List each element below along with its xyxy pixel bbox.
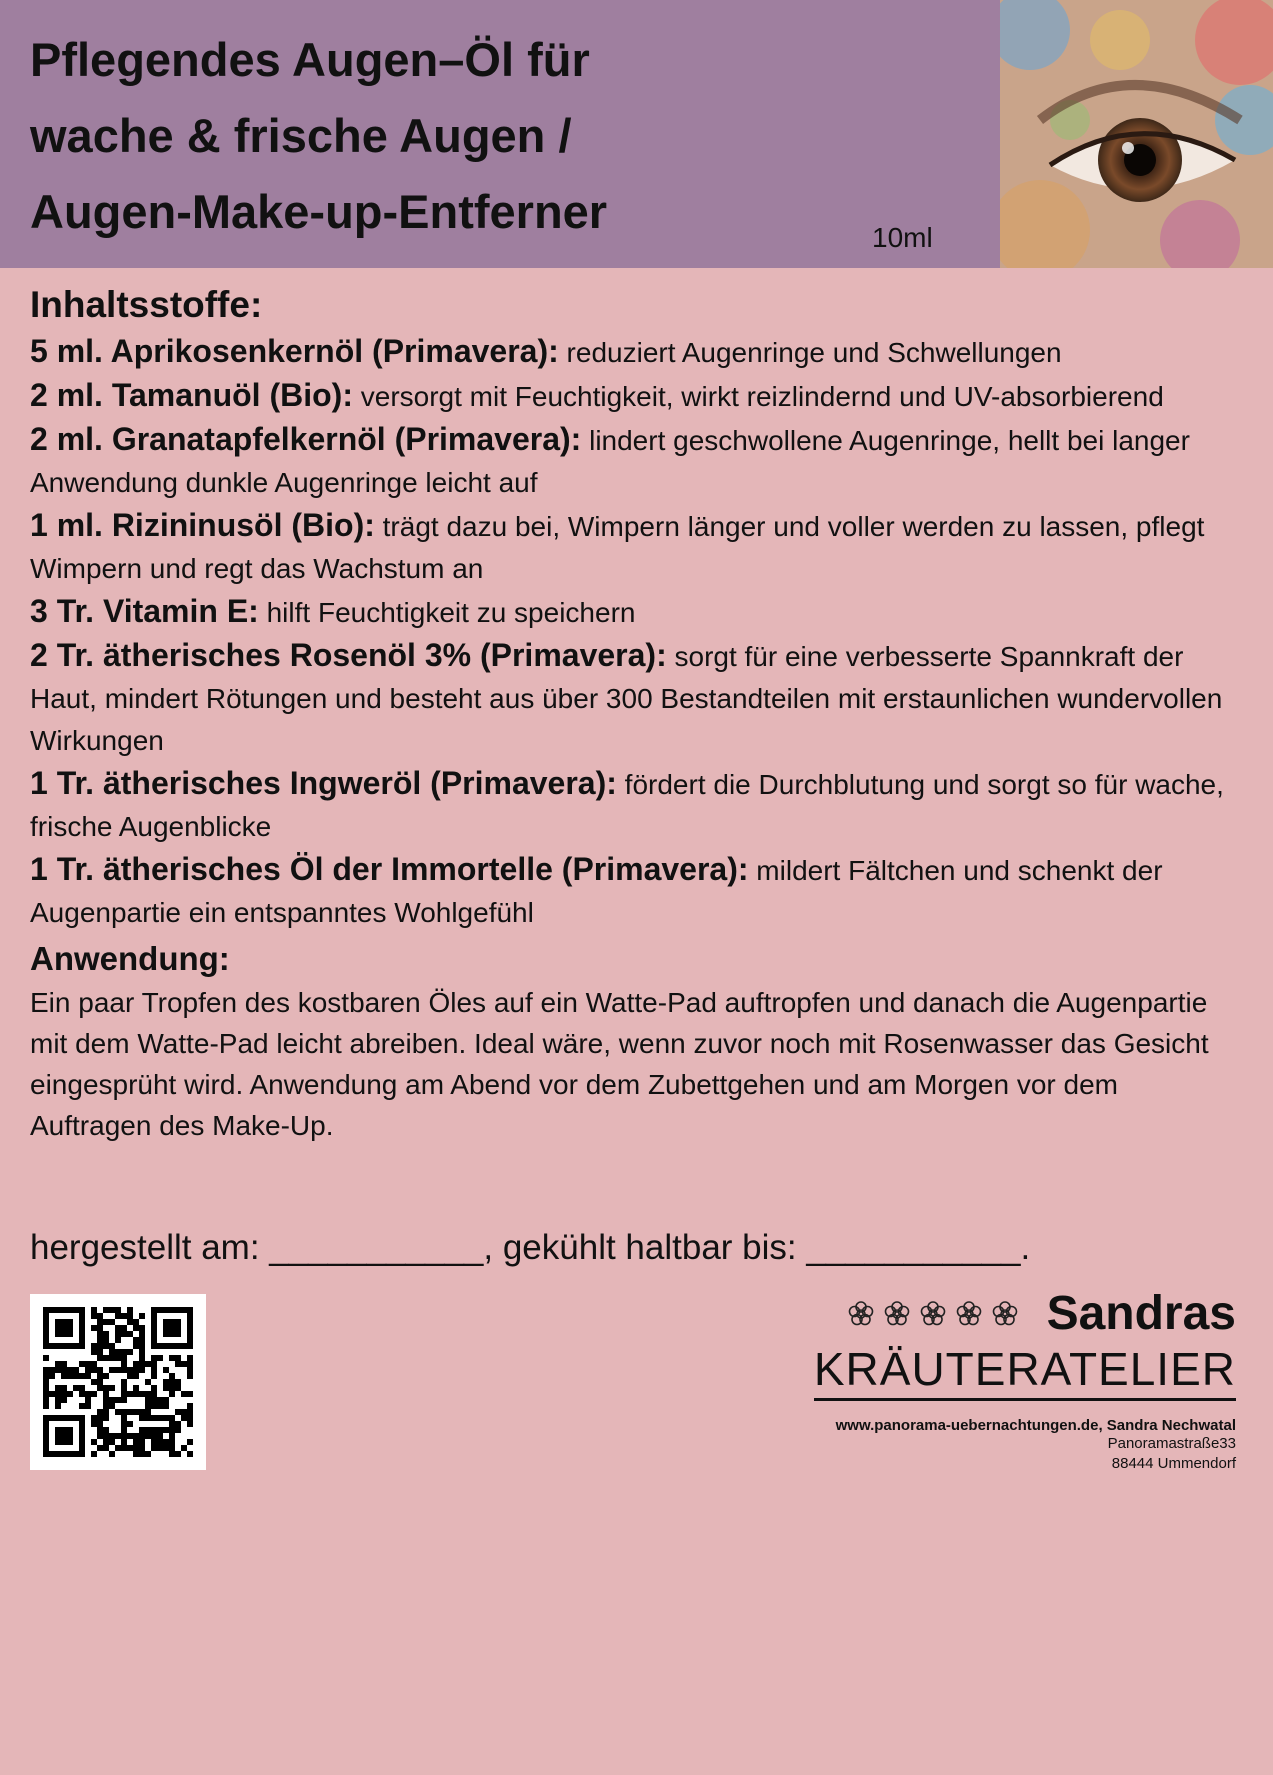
brand-block [814,1286,1236,1474]
title-line: wache & frische Augen / [30,109,572,162]
ingredient-name: 1 Tr. ätherisches Öl der Immortelle (Primavera): [30,851,749,887]
header-banner [0,0,1000,268]
production-dates: hergestellt am: ___________, gekühlt haltbar bis: ___________. [30,1228,1031,1267]
ingredient-item [30,330,1245,374]
rose-flower-icon [919,1300,947,1328]
ingredient-desc: mildert Fältchen und schenkt der Augenpartie ein entspanntes Wohlgefühl [30,855,1163,928]
ingredient-desc: fördert die Durchblutung und sorgt so für wache, frische Augenblicke [30,769,1224,842]
ingredient-name: 2 ml. Granatapfelkernöl (Primavera): [30,421,582,457]
ingredient-name: 1 ml. Rizininusöl (Bio): [30,507,375,543]
ingredient-item [30,762,1245,848]
ingredient-item [30,374,1245,418]
flower-row [847,1300,1019,1328]
title-line: Augen-Make-up-Entferner [30,185,608,238]
brand-city: 88444 Ummendorf [1111,1455,1236,1472]
rose-flower-icon [955,1300,983,1328]
ingredient-desc: trägt dazu bei, Wimpern länger und voller werden zu lassen, pflegt Wimpern und regt das Wachstum an [30,511,1205,584]
ingredient-name: 1 Tr. ätherisches Ingweröl (Primavera): [30,765,617,801]
ingredient-item [30,590,1245,634]
ingredient-desc: lindert geschwollene Augenringe, hellt bei langer Anwendung dunkle Augenringe leicht auf [30,425,1190,498]
ingredient-desc: versorgt mit Feuchtigkeit, wirkt reizlindernd und UV-absorbierend [352,381,1164,412]
ingredient-desc: reduziert Augenringe und Schwellungen [558,337,1062,368]
brand-top [814,1286,1236,1342]
brand-subtitle: KRÄUTERATELIER [814,1342,1236,1401]
ingredient-name: 3 Tr. Vitamin E: [30,593,259,629]
ingredient-desc: hilft Feuchtigkeit zu speichern [258,597,636,628]
ingredient-desc: sorgt für eine verbesserte Spannkraft der Haut, mindert Rötungen und besteht aus über 300 Bestandteilen mit erstaunlichen wundervollen Wirkungen [30,641,1223,756]
ingredients-section [30,282,1245,1146]
volume-label: 10ml [872,222,933,253]
ingredient-name: 5 ml. Aprikosenkernöl (Primavera): [30,333,559,369]
ingredient-item [30,504,1245,590]
brand-website: www.panorama-uebernachtungen.de, Sandra Nechwatal [835,1417,1236,1434]
qr-code-icon [30,1294,206,1470]
rose-flower-icon [847,1300,875,1328]
ingredient-item [30,634,1245,762]
ingredient-item [30,418,1245,504]
rose-flower-icon [883,1300,911,1328]
brand-street: Panoramastraße33 [1107,1435,1236,1452]
ingredients-heading: Inhaltsstoffe: [30,284,263,325]
title-line: Pflegendes Augen–Öl für [30,33,590,86]
ingredient-item [30,848,1245,934]
rose-flower-icon [991,1300,1019,1328]
product-title [30,22,970,250]
ingredient-name: 2 Tr. ätherisches Rosenöl 3% (Primavera): [30,637,667,673]
brand-name: Sandras [1046,1287,1236,1340]
usage-text: Ein paar Tropfen des kostbaren Öles auf ein Watte-Pad auftropfen und danach die Augenpartie mit dem Watte-Pad leicht abreiben. Ideal wäre, wenn zuvor noch mit Rosenwasser das Gesicht eingesprüht wird. Anwendung am Abend vor dem Zubettgehen und am Morgen vor dem Auftragen des Make-Up. [30,987,1209,1141]
ingredient-name: 2 ml. Tamanuöl (Bio): [30,377,353,413]
eye-photo [1000,0,1273,268]
usage-heading: Anwendung: [30,940,230,977]
